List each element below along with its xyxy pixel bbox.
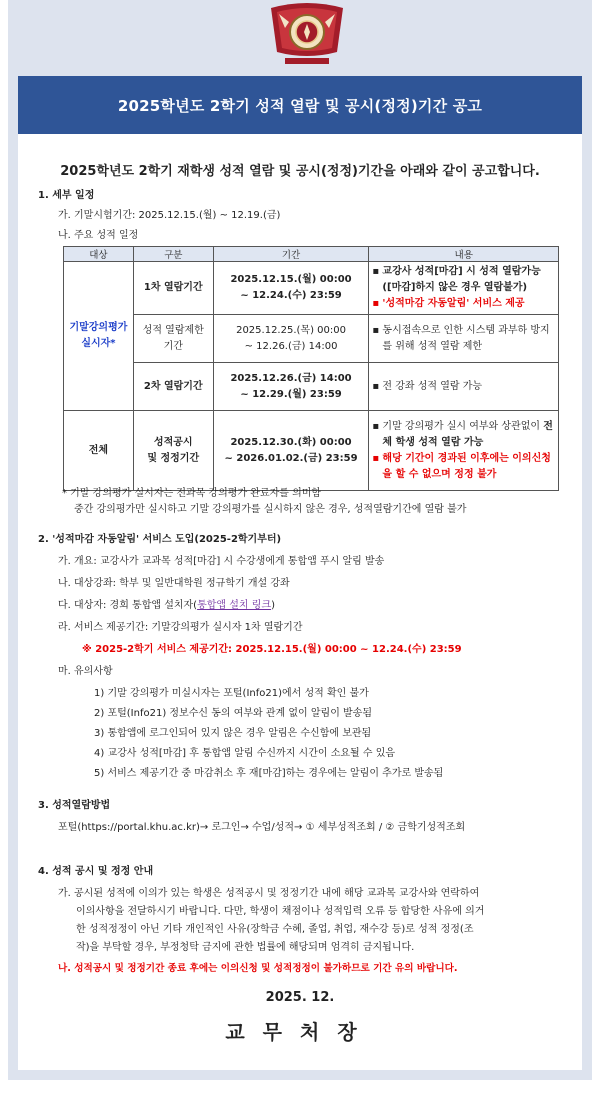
row4-bullet-2: ▪ 해당 기간이 경과된 이후에는 이의신청을 할 수 없으며 정정 불가 xyxy=(372,451,555,483)
university-emblem-icon xyxy=(265,0,349,70)
target-courses: 나. 대상강좌: 학부 및 일반대학원 정규학기 개설 강좌 xyxy=(58,578,290,589)
exam-period: 가. 기말시험기간: 2025.12.15.(월) ~ 12.19.(금) xyxy=(58,210,281,221)
service-overview: 가. 개요: 교강사가 교과목 성적[마감] 시 수강생에게 통합앱 푸시 알림 발송 xyxy=(58,556,385,567)
row3-type: 2차 열람기간 xyxy=(133,363,213,411)
row4-type: 성적공시 및 정정기간 xyxy=(133,411,213,491)
row1-period: 2025.12.15.(월) 00:00 ~ 12.24.(수) 23:59 xyxy=(213,262,369,315)
row4-content xyxy=(369,411,559,491)
section-4-heading: 4. 성적 공시 및 정정 안내 xyxy=(38,866,154,877)
app-install-link[interactable]: 통합앱 설치 링크 xyxy=(197,600,272,611)
appeal-guidance-line: 이의사항을 전달하시기 바랍니다. 다만, 학생이 채점이나 성적입력 오류 등 합당한 사유에 의거 xyxy=(76,906,485,917)
col-header-content: 내용 xyxy=(369,247,559,262)
row1-type: 1차 열람기간 xyxy=(133,262,213,315)
notice-body xyxy=(18,134,582,1070)
document-page xyxy=(8,0,592,1080)
precautions-heading: 마. 유의사항 xyxy=(58,666,113,677)
target-all: 전체 xyxy=(64,411,134,491)
row2-period: 2025.12.25.(목) 00:00 ~ 12.26.(금) 14:00 xyxy=(213,315,369,363)
table-note-2: 중간 강의평가만 실시하고 기말 강의평가를 실시하지 않은 경우, 성적열람기간에 열람 불가 xyxy=(74,504,467,515)
appeal-guidance-line: 한 성적정정이 아닌 기타 개인적인 사유(장학금 수혜, 졸업, 취업, 재수강 등)로 성적 정정(조 xyxy=(76,924,474,935)
col-header-period: 기간 xyxy=(213,247,369,262)
precaution-item: 5) 서비스 제공기간 중 마감취소 후 재[마감]하는 경우에는 알림이 추가로 발송됨 xyxy=(94,768,444,779)
issuer-signature: 교무처장 xyxy=(225,1020,375,1044)
page-title: 2025학년도 2학기 성적 열람 및 공시(정정)기간 공고 xyxy=(18,76,582,134)
deadline-warning: 나. 성적공시 및 정정기간 종료 후에는 이의신청 및 성적정정이 불가하므로 기간 유의 바랍니다. xyxy=(58,963,458,974)
table-note-1: * 기말 강의평가 실시자는 전과목 강의평가 완료자를 의미함 xyxy=(62,488,322,499)
intro-heading: 2025학년도 2학기 재학생 성적 열람 및 공시(정정)기간을 아래와 같이 공고합니다. xyxy=(60,164,540,179)
row1-content xyxy=(369,262,559,315)
precaution-item: 3) 통합앱에 로그인되어 있지 않은 경우 알림은 수신함에 보관됨 xyxy=(94,728,372,739)
schedule-subheading: 나. 주요 성적 일정 xyxy=(58,230,139,241)
appeal-guidance-line: 가. 공시된 성적에 이의가 있는 학생은 성적공시 및 정정기간 내에 해당 교과목 교강사와 연락하여 xyxy=(58,888,480,899)
section-1-heading: 1. 세부 일정 xyxy=(38,190,95,201)
row1-bullet-2: ▪ '성적마감 자동알림' 서비스 제공 xyxy=(372,296,555,312)
target-evaluators: 기말강의평가 실시자* xyxy=(64,262,134,411)
precaution-item: 4) 교강사 성적[마감] 후 통합앱 알림 수신까지 시간이 소요될 수 있음 xyxy=(94,748,396,759)
row2-type: 성적 열람제한 기간 xyxy=(133,315,213,363)
grade-view-method: 포털(https://portal.khu.ac.kr)→ 로그인→ 수업/성적→ ① 세부성적조회 / ② 금학기성적조회 xyxy=(58,822,466,833)
row2-content: ▪ 동시접속으로 인한 시스템 과부하 방지를 위해 성적 열람 제한 xyxy=(369,315,559,363)
row4-period: 2025.12.30.(화) 00:00 ~ 2026.01.02.(금) 23:59 xyxy=(213,411,369,491)
row3-content: ▪ 전 강좌 성적 열람 가능 xyxy=(369,363,559,411)
row3-period: 2025.12.26.(금) 14:00 ~ 12.29.(월) 23:59 xyxy=(213,363,369,411)
section-2-heading: 2. '성적마감 자동알림' 서비스 도입(2025-2학기부터) xyxy=(38,534,282,545)
appeal-guidance-line: 작)을 부탁할 경우, 부정청탁 금지에 관한 법률에 해당되며 엄격히 금지됩니다. xyxy=(76,942,415,953)
service-period: 라. 서비스 제공기간: 기말강의평가 실시자 1차 열람기간 xyxy=(58,622,303,633)
precaution-item: 1) 기말 강의평가 미실시자는 포털(Info21)에서 성적 확인 불가 xyxy=(94,688,369,699)
row1-bullet-1: ▪ 교강사 성적[마감] 시 성적 열람가능 ([마감]하지 않은 경우 열람불가) xyxy=(372,264,555,296)
schedule-table xyxy=(63,246,559,491)
notice-date: 2025. 12. xyxy=(265,990,335,1005)
precaution-item: 2) 포털(Info21) 정보수신 동의 여부와 관계 없이 알림이 발송됨 xyxy=(94,708,373,719)
col-header-target: 대상 xyxy=(64,247,134,262)
service-period-note: ※ 2025-2학기 서비스 제공기간: 2025.12.15.(월) 00:00 ~ 12.24.(수) 23:59 xyxy=(82,644,462,655)
target-users: 다. 대상자: 경희 통합앱 설치자(통합앱 설치 링크) xyxy=(58,600,275,611)
row4-bullet-1: ▪ 기말 강의평가 실시 여부와 상관없이 전체 학생 성적 열람 가능 xyxy=(372,419,555,451)
col-header-type: 구분 xyxy=(133,247,213,262)
section-3-heading: 3. 성적열람방법 xyxy=(38,800,111,811)
